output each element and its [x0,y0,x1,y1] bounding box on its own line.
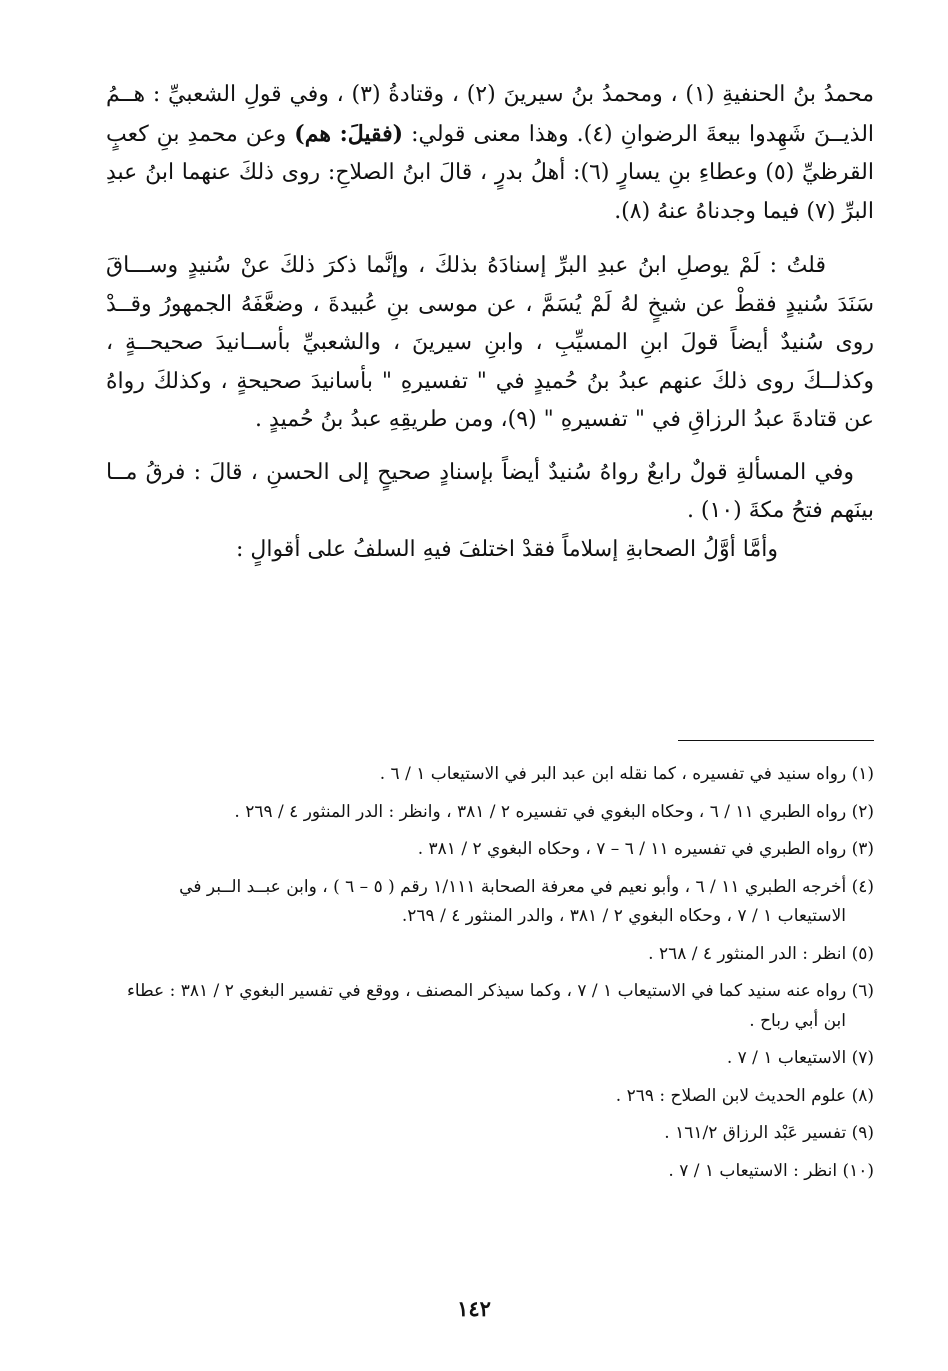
footnote-divider [678,740,874,741]
paragraph-1 [106,76,874,231]
paragraph-1-continuation: وعن محمدِ بنِ كعبٍ القرظيِّ (٥) وعطاءِ بنِ يسارٍ (٦): أهلُ بدرٍ ، قالَ ابنُ الصلاحِ: روى ذلكَ عنهما ابنُ عبدِ البرِّ (٧) فيما وجدناهُ عنهُ (٨). [106,121,874,224]
page-number: ١٤٢ [457,1296,491,1321]
footnotes [106,760,874,1194]
paragraph-3: وفي المسألةِ قولٌ رابعٌ رواهُ سُنيدٌ أيضاً بإسنادٍ صحيحٍ إلى الحسنِ ، قالَ : فرقُ مــا بينَهم فتحُ مكةَ (١٠) . [106,459,874,523]
paragraph-1-text: محمدُ بنُ الحنفيةِ (١) ، ومحمدُ بنُ سيرينَ (٢) ، وقتادةُ (٣) ، وفي قولِ الشعبيِّ : هــمُ الذيــنَ شَهِدوا بيعةَ الرضوانِ (٤). وهذا معنى قولي: [106,82,875,147]
footnote-1: (١) رواه سنيد في تفسيره ، كما نقله ابن عبد البر في الاستيعاب ١ / ٦ . [379,764,874,784]
main-text [106,76,874,569]
footnote-7: (٧) الاستيعاب ١ / ٧ . [726,1048,874,1068]
paragraph-4: وأمَّا أوَّلُ الصحابةِ إسلاماً فقدْ اختلفَ فيهِ السلفُ على أقوالٍ : [235,536,778,562]
footnote-3: (٣) رواه الطبري في تفسيره ١١ / ٦ – ٧ ، وحكاه البغوي ٢ / ٣٨١ . [417,839,874,859]
quoted-phrase: (فقيلَ: هم) [294,120,404,147]
footnote-5: (٥) انظر : الدر المنثور ٤ / ٢٦٨ . [648,943,874,964]
footnote-8: (٨) علوم الحديث لابن الصلاح : ٢٦٩ . [615,1085,874,1106]
footnote-2: (٢) رواه الطبري ١١ / ٦ ، وحكاه البغوي في تفسيره ٢ / ٣٨١ ، وانظر : الدر المنثور ٤ / ٢٦٩ . [234,801,874,822]
paragraph-2: قلتُ : لَمْ يوصلِ ابنُ عبدِ البرِّ إسنادَهُ بذلكَ ، وإنَّما ذكرَ ذلكَ عنْ سُنيدٍ وســـاقَ سَنَدَ سُنيدٍ فقطْ عن شيخٍ لهُ لَمْ يُسَمَّ ، عن موسى بنِ عُبيدةَ ، وضعَّفَهُ الجمهورُ وقــدْ روى سُنيدٌ أيضاً قولَ ابنِ المسيِّبِ ، وابنِ سيرينَ ، والشعبيِّ بأســانيدَ صحيحــةٍ ، وكذلــكَ روى ذلكَ عنهم عبدُ بنُ حُميدٍ في " تفسيرهِ " بأسانيدَ صحيحةٍ ، وكذلكَ رواهُ عن قتادةَ عبدُ الرزاقِ في " تفسيرهِ " (٩)، ومن طريقِهِ عبدُ بنُ حُميدٍ . [106,253,874,432]
footnote-9: (٩) تفسير عَبْد الرزاق ١٦١/٢ . [664,1123,874,1143]
footnote-6: (٦) رواه عنه سنيد كما في الاستيعاب ١ / ٧ ، وكما سيذكر المصنف ، ووقع في تفسير البغوي ٢ / ٣٨١ : عطاء ابن أبي رباح . [126,981,874,1031]
footnote-10: (١٠) انظر : الاستيعاب ١ / ٧ . [668,1160,874,1181]
footnote-4: (٤) أخرجه الطبري ١١ / ٦ ، وأبو نعيم في معرفة الصحابة ١/١١١ رقم ( ٥ – ٦ ) ، وابن عبــد الــبر في الاستيعاب ١ / ٧ ، وحكاه البغوي ٢ / ٣٨١ ، والدر المنثور ٤ / ٢٦٩. [179,876,874,926]
